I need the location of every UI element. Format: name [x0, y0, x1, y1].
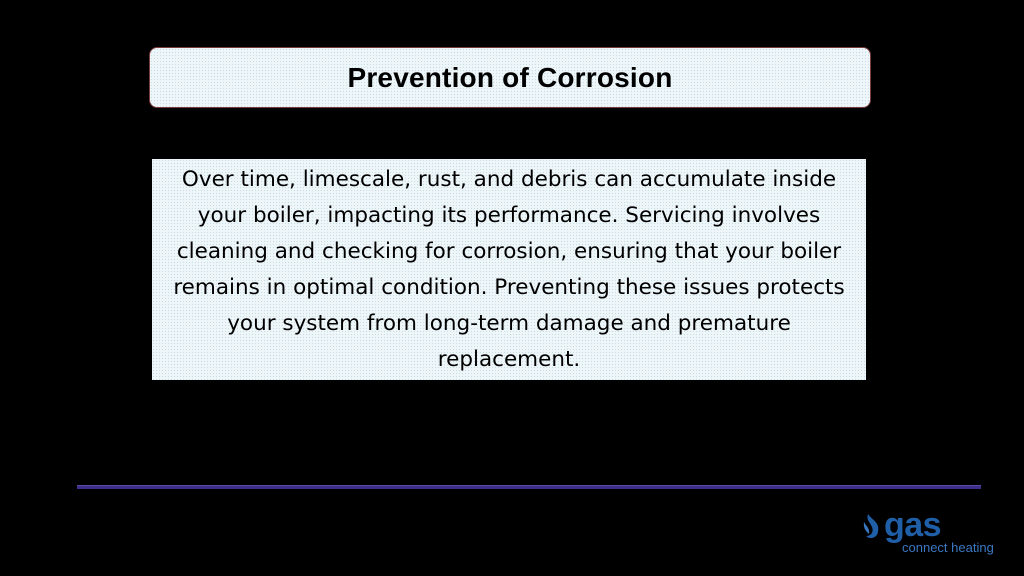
company-logo [862, 506, 1012, 560]
body-paragraph: Over time, limescale, rust, and debris can accumulate inside your boiler, impacting its performance. Servicing involves cleaning and checking for corrosion, ensuring that your boiler remains in optimal condition. Preventing these issues protects your system from long-term damage and premature replacement. [173, 166, 845, 372]
body-text-box [152, 159, 866, 380]
title-box [149, 47, 871, 108]
logo-wordmark: gas [884, 506, 942, 544]
logo-tagline: connect heating [902, 540, 994, 555]
slide-title: Prevention of Corrosion [347, 61, 673, 93]
flame-drop-icon [862, 512, 886, 542]
divider-line [77, 485, 981, 489]
